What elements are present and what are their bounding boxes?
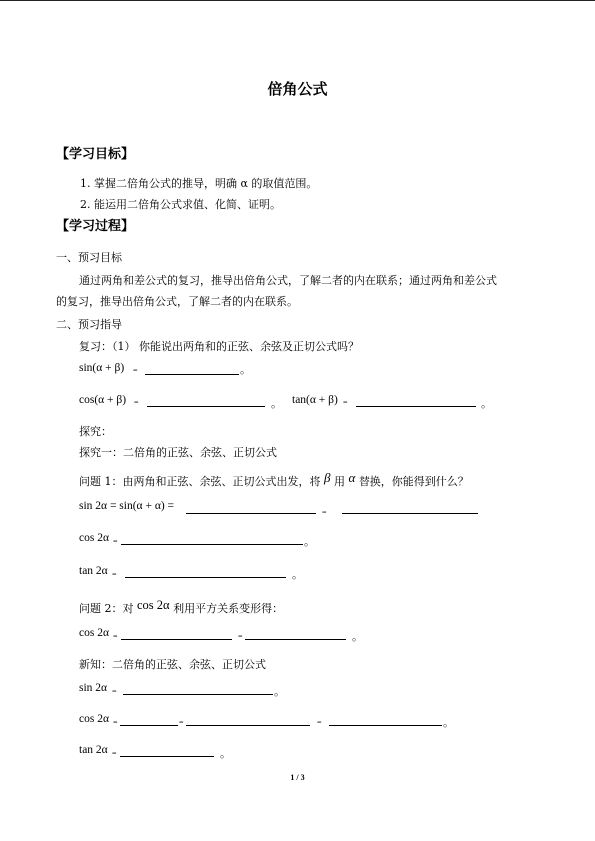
equals-sign: = bbox=[238, 632, 243, 641]
new-knowledge-heading: 新知：二倍角的正弦、余弦、正切公式 bbox=[79, 658, 266, 671]
equals-sign: = bbox=[133, 366, 138, 375]
formula-sin-sum: sin(α + β) bbox=[79, 362, 125, 374]
answer-blank-cos2a[interactable] bbox=[121, 534, 303, 545]
explore-1-heading: 探究一：二倍角的正弦、余弦、正切公式 bbox=[79, 446, 277, 459]
equals-sign: = bbox=[112, 749, 117, 758]
period-mark: 。 bbox=[220, 747, 231, 760]
answer-blank-sin2a-result[interactable] bbox=[123, 684, 273, 695]
period-mark: 。 bbox=[443, 716, 454, 729]
question-2-expression: cos 2α bbox=[137, 598, 170, 612]
question-2 bbox=[79, 598, 283, 615]
answer-blank-tan2a-result[interactable] bbox=[120, 746, 214, 757]
formula-cos-sum: cos(α + β) bbox=[79, 394, 127, 406]
equals-sign: = bbox=[134, 398, 139, 407]
answer-blank-cos2a-v1[interactable] bbox=[121, 629, 232, 640]
period-mark: 。 bbox=[304, 535, 315, 548]
answer-blank-tan-sum[interactable] bbox=[356, 396, 476, 407]
part1-paragraph-line-1: 通过两角和差公式的复习，推导出倍角公式，了解二者的内在联系；通过两角和差公式 bbox=[79, 274, 497, 287]
question-1-text-c: 替换，你能得到什么？ bbox=[358, 475, 469, 488]
question-2-text-a: 问题 2：对 bbox=[79, 602, 134, 615]
period-mark: 。 bbox=[274, 685, 285, 698]
equals-sign: = bbox=[179, 718, 184, 727]
answer-blank-sin2a-2[interactable] bbox=[342, 503, 478, 514]
answer-blank-cos2a-r1[interactable] bbox=[120, 715, 178, 726]
page-top-border bbox=[0, 0, 595, 1]
equals-sign: = bbox=[317, 718, 322, 727]
answer-blank-cos-sum[interactable] bbox=[147, 396, 265, 407]
answer-blank-cos2a-r2[interactable] bbox=[186, 715, 310, 726]
formula-cos2a-result: cos 2α bbox=[79, 713, 109, 725]
equals-sign: = bbox=[113, 632, 118, 641]
review-question: 复习：（1） 你能说出两角和的正弦、余弦及正切公式吗？ bbox=[79, 340, 359, 353]
equals-sign: = bbox=[113, 537, 118, 546]
page-number: 1 / 3 bbox=[290, 773, 305, 782]
formula-tan-sum: tan(α + β) bbox=[292, 394, 338, 406]
beta-symbol: β bbox=[324, 470, 331, 485]
period-mark: 。 bbox=[271, 397, 282, 410]
part1-paragraph-line-2: 的复习，推导出倍角公式，了解二者的内在联系。 bbox=[56, 295, 298, 308]
formula-sin2a-result: sin 2α bbox=[79, 682, 108, 694]
question-1-text-b: 用 bbox=[333, 475, 345, 488]
question-1-text-a: 问题 1：由两角和正弦、余弦、正切公式出发，将 bbox=[79, 475, 321, 488]
equals-sign: = bbox=[322, 508, 327, 517]
answer-blank-sin2a-1[interactable] bbox=[186, 503, 316, 514]
equals-sign: = bbox=[112, 687, 117, 696]
formula-cos2a-variant: cos 2α bbox=[79, 627, 109, 639]
section-heading-process: 【学习过程】 bbox=[56, 219, 135, 234]
equals-sign: = bbox=[343, 398, 348, 407]
formula-cos2a: cos 2α bbox=[79, 532, 109, 544]
alpha-symbol: α bbox=[348, 470, 356, 485]
answer-blank-cos2a-v2[interactable] bbox=[245, 629, 346, 640]
formula-sin2a-expand: sin 2α = sin(α + α) = bbox=[79, 500, 175, 512]
period-mark: 。 bbox=[352, 630, 363, 643]
formula-tan2a: tan 2α bbox=[79, 565, 108, 577]
goal-item-1: 1. 掌握二倍角公式的推导，明确 α 的取值范围。 bbox=[80, 177, 318, 190]
equals-sign: = bbox=[113, 718, 118, 727]
page-title: 倍角公式 bbox=[267, 80, 328, 98]
equals-sign: = bbox=[112, 570, 117, 579]
goal-item-2: 2. 能运用二倍角公式求值、化简、证明。 bbox=[80, 198, 281, 211]
answer-blank-cos2a-r3[interactable] bbox=[329, 715, 442, 726]
question-1 bbox=[79, 470, 469, 488]
answer-blank-tan2a[interactable] bbox=[125, 567, 286, 578]
part1-heading: 一、预习目标 bbox=[56, 251, 122, 264]
part2-heading: 二、预习指导 bbox=[56, 318, 122, 331]
question-2-text-b: 利用平方关系变形得： bbox=[173, 602, 284, 615]
period-mark: 。 bbox=[292, 568, 303, 581]
period-mark: 。 bbox=[240, 363, 251, 376]
formula-tan2a-result: tan 2α bbox=[79, 744, 108, 756]
period-mark: 。 bbox=[481, 397, 492, 410]
answer-blank-sin-sum[interactable] bbox=[145, 364, 239, 375]
explore-label: 探究： bbox=[79, 425, 112, 438]
section-heading-goals: 【学习目标】 bbox=[56, 147, 135, 162]
